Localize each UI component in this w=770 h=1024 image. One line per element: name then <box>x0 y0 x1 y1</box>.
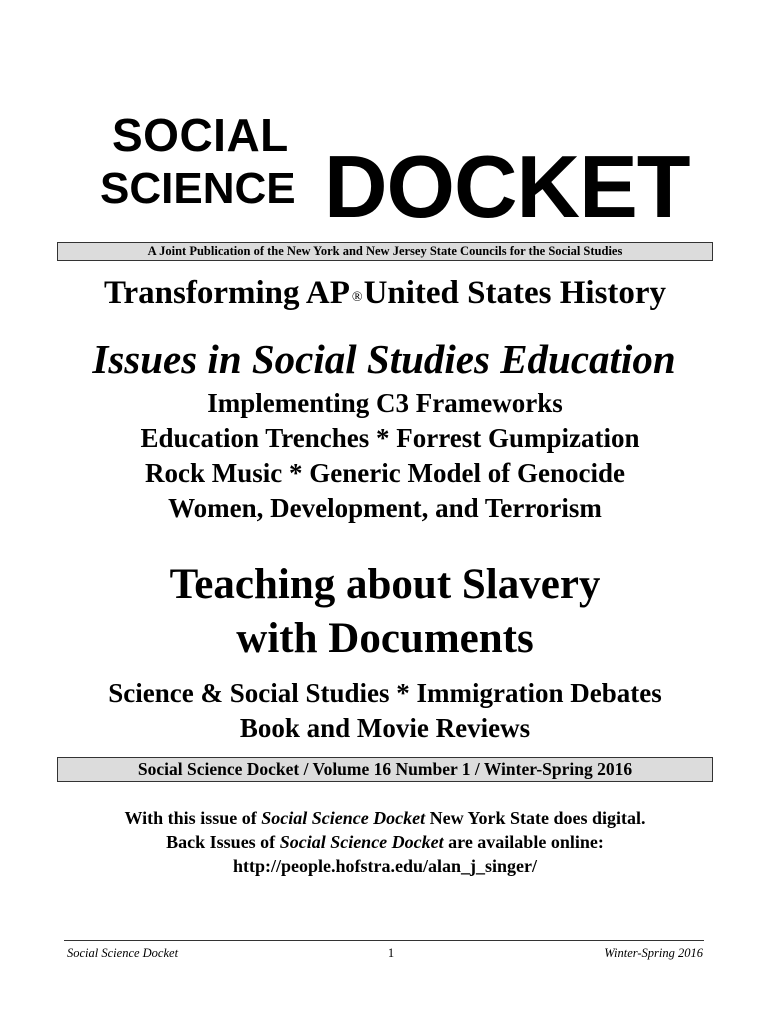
footer-issue-date: Winter-Spring 2016 <box>604 946 703 960</box>
notice-text: are available online: <box>443 832 604 852</box>
footer-rule <box>64 940 704 941</box>
masthead-social: SOCIAL <box>112 109 289 161</box>
headline-before: Transforming AP <box>103 275 350 311</box>
volume-bar: Social Science Docket / Volume 16 Number 1 / Winter-Spring 2016 <box>57 757 713 782</box>
registered-mark: ® <box>351 290 363 305</box>
footer-publication: Social Science Docket <box>67 946 179 960</box>
headline-after: United States History <box>363 275 667 311</box>
notice-text: New York State does digital. <box>425 808 646 828</box>
page-number: 1 <box>387 946 395 960</box>
back-issues-url[interactable]: http://people.hofstra.edu/alan_j_singer/ <box>232 856 537 876</box>
extras-line: Book and Movie Reviews <box>239 713 531 743</box>
notice-line2 <box>0 831 770 853</box>
notice-publication-name: Social Science Docket <box>279 832 444 852</box>
feature-title-line1: Teaching about Slavery <box>169 561 601 608</box>
topic-line: Implementing C3 Frameworks <box>207 388 563 418</box>
masthead-docket: DOCKET <box>324 137 690 236</box>
extras-line: Science & Social Studies * Immigration Debates <box>108 678 662 708</box>
notice-text: With this issue of <box>124 808 262 828</box>
masthead-science: SCIENCE <box>100 164 296 213</box>
headline <box>0 274 770 317</box>
topic-line: Women, Development, and Terrorism <box>168 493 602 523</box>
tagline-bar: A Joint Publication of the New York and New Jersey State Councils for the Social Studies <box>57 242 713 261</box>
notice-text: Back Issues of <box>166 832 280 852</box>
feature-title-line2: with Documents <box>236 615 534 662</box>
notice-publication-name: Social Science Docket <box>261 808 426 828</box>
notice-line1 <box>0 807 770 829</box>
topic-line: Rock Music * Generic Model of Genocide <box>145 458 625 488</box>
issues-title: Issues in Social Studies Education <box>92 336 676 382</box>
topic-line: Education Trenches * Forrest Gumpization <box>140 423 640 453</box>
